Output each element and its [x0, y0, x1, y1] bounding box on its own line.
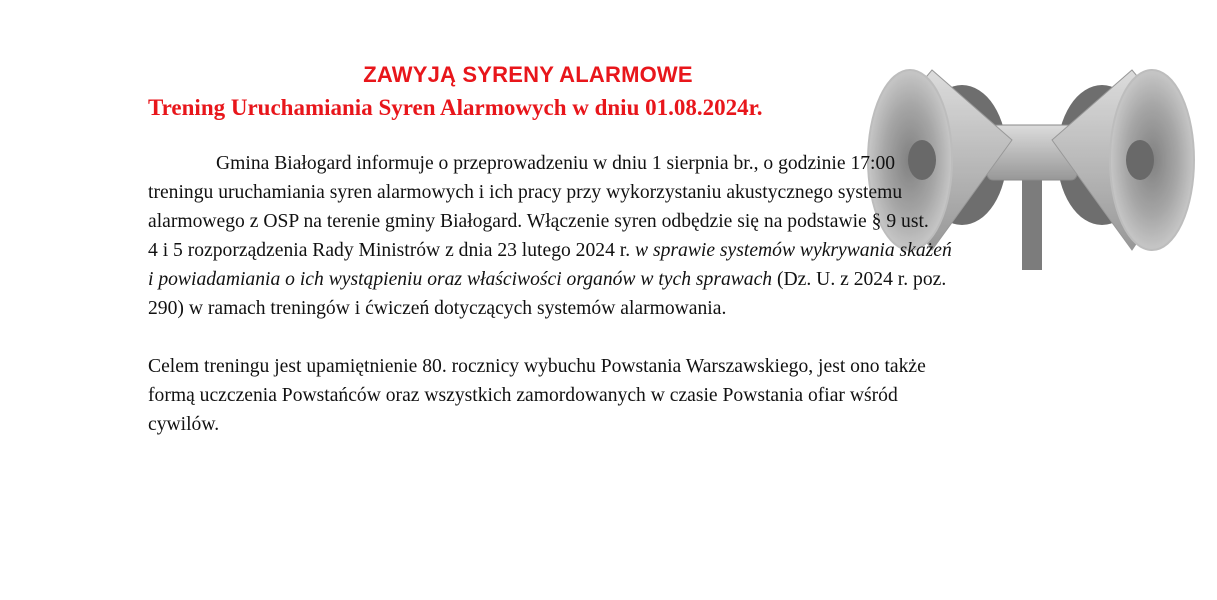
paragraph-line: cywilów.	[148, 414, 220, 435]
paragraph-purpose	[148, 352, 926, 439]
regulation-title-italic: i powiadamiania o ich wystąpieniu oraz właściwości organów w tych sprawach	[148, 269, 773, 290]
paragraph-line: alarmowego z OSP na terenie gminy Białogard. Włączenie syren odbędzie się na podstawie § 9 ust.	[148, 211, 929, 232]
document-subtitle: Trening Uruchamiania Syren Alarmowych w dniu 01.08.2024r.	[148, 95, 763, 120]
document-title: ZAWYJĄ SYRENY ALARMOWE	[363, 62, 693, 87]
paragraph-line: formą uczczenia Powstańców oraz wszystkich zamordowanych w czasie Powstania ofiar wśród	[148, 385, 898, 406]
paragraph-line: i powiadamiania o ich wystąpieniu oraz właściwości organów w tych sprawach (Dz. U. z 2024 r. poz.	[148, 269, 947, 290]
paragraph-line: treningu uruchamiania syren alarmowych i ich pracy przy wykorzystaniu akustycznego systemu	[148, 182, 903, 203]
paragraph-line: Gmina Białogard informuje o przeprowadzeniu w dniu 1 sierpnia br., o godzinie 17:00	[216, 153, 896, 174]
regulation-title-italic: w sprawie systemów wykrywania skażeń	[635, 240, 952, 261]
paragraph-line: 290) w ramach treningów i ćwiczeń dotyczących systemów alarmowania.	[148, 298, 727, 319]
paragraph-line: 4 i 5 rozporządzenia Rady Ministrów z dnia 23 lutego 2024 r. w sprawie systemów wykrywania skażeń	[148, 240, 952, 261]
paragraph-announcement	[148, 149, 952, 323]
paragraph-line: Celem treningu jest upamiętnienie 80. rocznicy wybuchu Powstania Warszawskiego, jest ono także	[148, 356, 926, 377]
